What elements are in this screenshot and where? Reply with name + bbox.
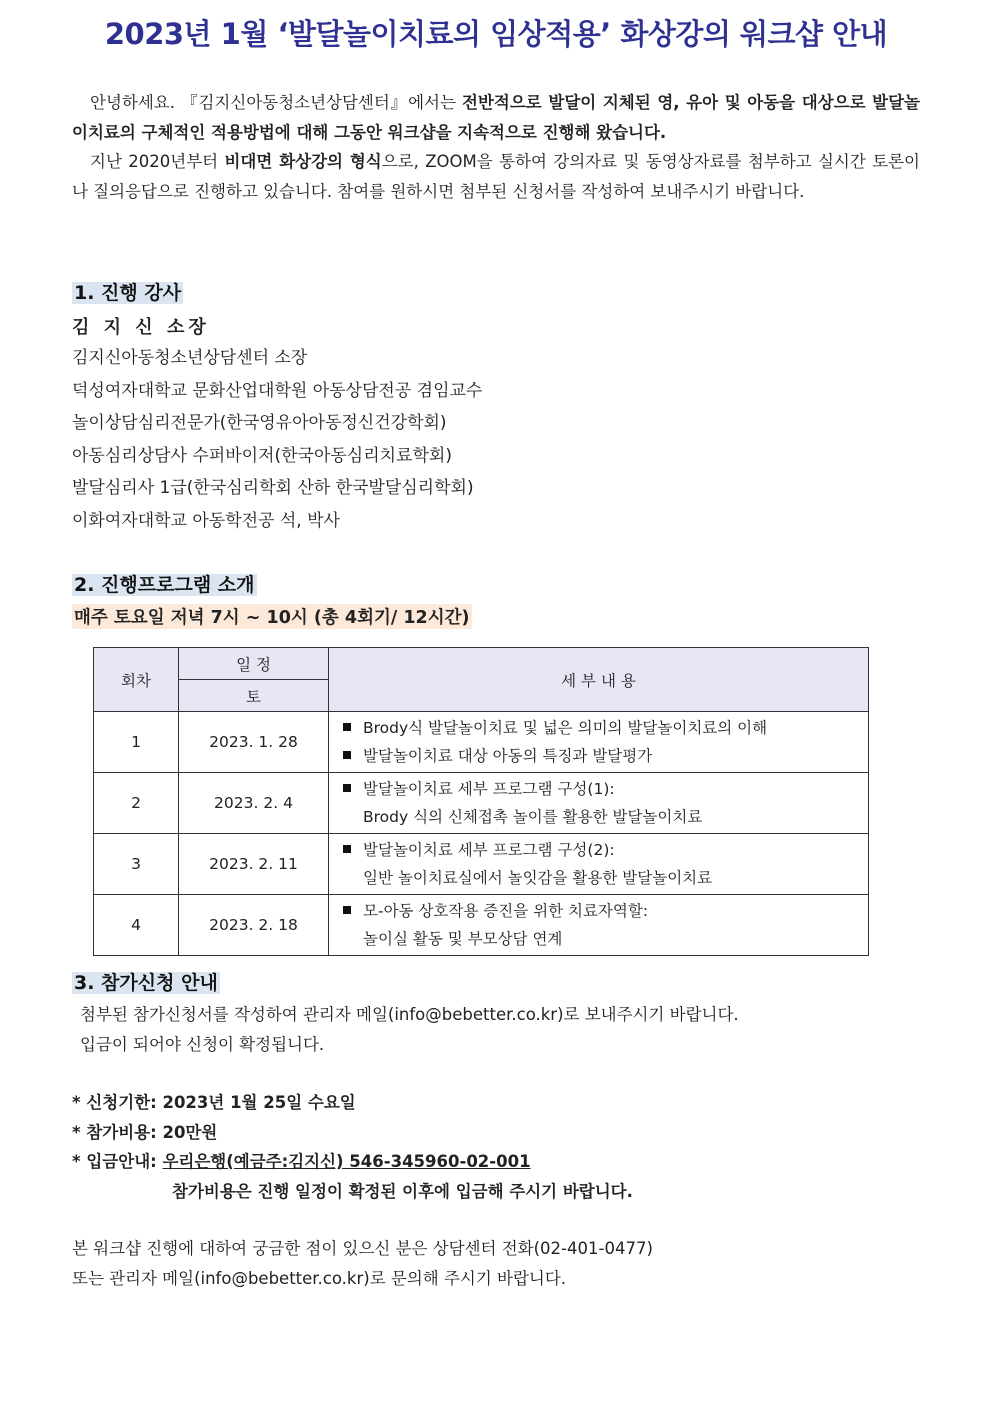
page-title: 2023년 1월 ‘발달놀이치료의 임상적용’ 화상강의 워크샵 안내 [104,17,888,51]
cv-item: 이화여자대학교 아동학전공 석, 박사 [72,510,340,531]
detail-line: 일반 놀이치료실에서 놀잇감을 활용한 발달놀이치료 [363,869,713,887]
bank-account: 우리은행(예금주:김지신) 546-345960-02-001 [162,1152,531,1171]
bullet-icon [343,906,351,914]
lecturer-name: 김 지 신 소장 [72,317,210,338]
bullet-icon [343,751,351,759]
closing-line: 본 워크샵 진행에 대하여 궁금한 점이 있으신 분은 상담센터 전화(02-401-0477) [72,1239,653,1258]
intro-text: 지난 2020년부터 [90,152,225,171]
header-detail: 세 부 내 용 [329,648,869,712]
session-date: 2023. 1. 28 [179,712,329,773]
schedule-table [93,647,869,956]
intro-bold-text: 비대면 화상강의 형식 [224,152,382,171]
cv-item: 덕성여자대학교 문화산업대학원 아동상담전공 겸임교수 [72,380,483,401]
detail-line: Brody식 발달놀이치료 및 넓은 의미의 발달놀이치료의 이해 [363,719,768,737]
detail-line: 발달놀이치료 대상 아동의 특징과 발달평가 [363,747,653,765]
apply-line: 입금이 되어야 신청이 확정됩니다. [80,1035,325,1054]
intro-text: 으로, ZOOM을 통하여 강의자료 및 동영상자료를 첨부하고 실시간 토론이나 질의응답으로 진행하고 있습니다. 참여를 원하시면 첨부된 신청서를 작성하여 보내주시기 바랍니다. [72,152,920,201]
cv-item: 발달심리사 1급(한국심리학회 산하 한국발달심리학회) [72,478,474,498]
session-detail [329,834,869,895]
section-heading-apply: 3. 참가신청 안내 [74,972,218,994]
header-session: 회차 [94,648,179,712]
table-header-row [94,648,869,680]
bullet-icon [343,723,351,731]
fee-note: * 참가비용: 20만원 [72,1122,218,1142]
section-heading-program: 2. 진행프로그램 소개 [74,574,255,596]
detail-line: 발달놀이치료 세부 프로그램 구성(1): [363,780,615,798]
apply-notes [72,1088,633,1206]
header-day: 토 [179,680,329,712]
schedule-summary: 매주 토요일 저녁 7시 ~ 10시 (총 4회기/ 12시간) [72,604,472,629]
bullet-icon [343,784,351,792]
detail-line: Brody 식의 신체접촉 놀이를 활용한 발달놀이치료 [363,808,703,826]
cv-item: 놀이상담심리전문가(한국영유아아동정신건강학회) [72,413,447,433]
session-number: 3 [94,834,179,895]
detail-line: 놀이실 활동 및 부모상담 연계 [363,930,563,948]
bullet-icon [343,845,351,853]
payment-note: 참가비용은 진행 일정이 확정된 이후에 입금해 주시기 바랍니다. [172,1181,633,1201]
apply-line: 첨부된 참가신청서를 작성하여 관리자 메일(info@bebetter.co.kr)로 보내주시기 바랍니다. [80,1005,739,1024]
table-row [94,712,869,773]
session-detail [329,773,869,834]
table-row [94,834,869,895]
table-row [94,773,869,834]
cv-item: 아동심리상담사 수퍼바이저(한국아동심리치료학회) [72,445,452,466]
cv-item: 김지신아동청소년상담센터 소장 [72,348,308,368]
intro-bold-text: 전반적으로 발달이 지체된 영, 유아 및 아동을 대상으로 발달놀이치료의 구체적인 적용방법에 대해 그동안 워크샵을 지속적으로 진행해 왔습니다. [72,93,920,142]
section-heading-lecturer: 1. 진행 강사 [74,282,182,304]
deadline-note: * 신청기한: 2023년 1월 25일 수요일 [72,1093,356,1112]
session-detail [329,712,869,773]
intro-text: 안녕하세요. 『김지신아동청소년상담센터』에서는 [90,93,463,112]
session-detail [329,895,869,956]
table-row [94,895,869,956]
session-date: 2023. 2. 11 [179,834,329,895]
lecturer-cv [72,342,482,537]
apply-instructions [80,1000,739,1060]
session-number: 4 [94,895,179,956]
session-date: 2023. 2. 18 [179,895,329,956]
header-date: 일 정 [179,648,329,680]
bank-note: * 입금안내: 우리은행(예금주:김지신) 546-345960-02-001 [72,1152,531,1171]
intro-paragraphs [72,88,920,206]
intro-paragraph-1 [72,88,920,147]
closing-text [72,1234,653,1294]
closing-line: 또는 관리자 메일(info@bebetter.co.kr)로 문의해 주시기 바랍니다. [72,1269,567,1288]
session-number: 2 [94,773,179,834]
session-number: 1 [94,712,179,773]
detail-line: 모-아동 상호작용 증진을 위한 치료자역할: [363,902,649,920]
detail-line: 발달놀이치료 세부 프로그램 구성(2): [363,841,615,859]
intro-paragraph-2 [72,147,920,206]
session-date: 2023. 2. 4 [179,773,329,834]
